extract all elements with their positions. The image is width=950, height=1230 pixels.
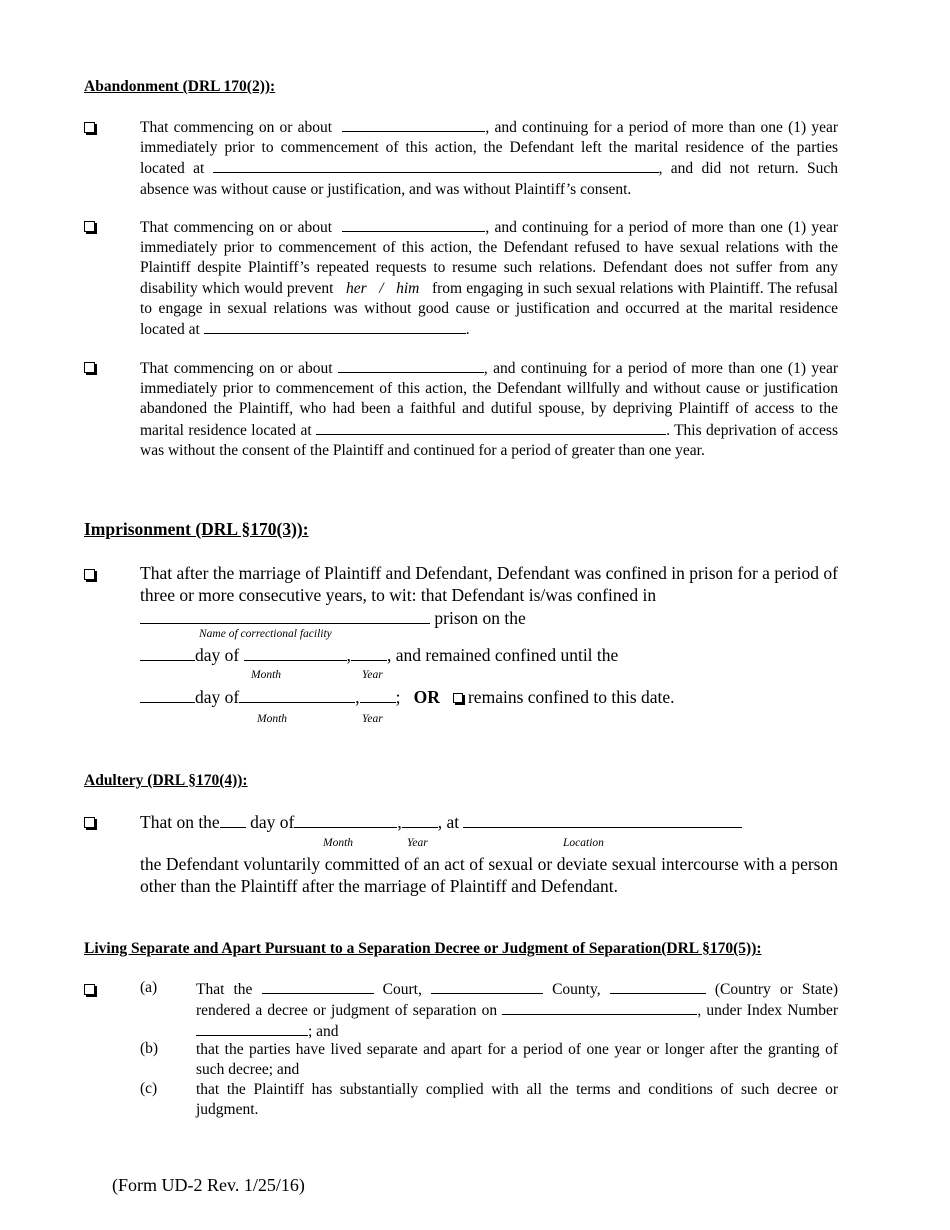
paragraph-abandonment-deprived-access: That commencing on or about , and continuing for a period of more than one (1) year immediately prior to commencement of this action, the Defendant willfully and without cause or justification abandoned the Plaintiff, who had been a faithful and dutiful spouse, by depriving Plaintiff of access to the marital residence located at . This deprivation of access was without the consent of the Plaintiff and continued for a period of greater than one year.: [140, 360, 838, 459]
checkbox-abandonment-left-residence[interactable]: [84, 122, 95, 133]
separation-item-a: That the Court, County, (Country or State) rendered a decree or judgment of separation on , under Index Number ; and: [196, 981, 839, 1041]
correctional-facility-blank[interactable]: [140, 607, 430, 624]
adultery-location-blank[interactable]: [463, 811, 742, 828]
adultery-month-blank[interactable]: [294, 811, 397, 828]
index-number-blank[interactable]: [196, 1021, 308, 1036]
checkbox-separation[interactable]: [84, 984, 95, 995]
residence-location-blank[interactable]: [316, 420, 666, 435]
decree-date-blank[interactable]: [502, 1000, 697, 1015]
paragraph-adultery: the Defendant voluntarily committed of an act of sexual or deviate sexual intercourse with a person other than the Plaintiff after the marriage of Plaintiff and Defendant.: [140, 854, 838, 896]
adultery-date-line: That on the day of , , at: [140, 811, 742, 833]
caption-month: Month: [251, 669, 282, 681]
adultery-day-blank[interactable]: [220, 811, 246, 828]
section-heading-abandonment: Abandonment (DRL 170(2)):: [84, 78, 276, 95]
end-year-blank[interactable]: [360, 686, 396, 703]
imprisonment-end-date-line: day of , ; OR remains confined to this date.: [140, 686, 675, 708]
caption-year: Year: [407, 837, 428, 849]
date-blank[interactable]: [342, 217, 485, 232]
residence-location-blank[interactable]: [213, 158, 659, 173]
start-year-blank[interactable]: [351, 644, 387, 661]
item-label-a: (a): [140, 979, 158, 996]
caption-location: Location: [563, 837, 604, 849]
paragraph-abandonment-refused-relations: That commencing on or about , and continuing for a period of more than one (1) year immediately prior to commencement of this action, the Defendant refused to have sexual relations with the Plaintiff despite Plaintiff’s repeated requests to resume such relations. Defendant does not suffer from any disability which would prevent her / him from engaging in such sexual relations with Plaintiff. The refusal to engage in sexual relations was without good cause or justification and occurred at the marital residence located at .: [140, 219, 839, 339]
checkbox-imprisonment[interactable]: [84, 569, 95, 580]
separation-item-c: that the Plaintiff has substantially complied with all the terms and conditions of such decree or judgment.: [196, 1081, 838, 1119]
section-heading-separation: Living Separate and Apart Pursuant to a Separation Decree or Judgment of Separation(DRL §170(5)):: [84, 940, 762, 957]
end-month-blank[interactable]: [239, 686, 355, 703]
date-blank[interactable]: [338, 358, 484, 373]
form-footer: (Form UD-2 Rev. 1/25/16): [112, 1175, 305, 1195]
caption-facility: Name of correctional facility: [199, 628, 332, 640]
imprisonment-start-date-line: day of , , and remained confined until the: [140, 644, 618, 666]
section-heading-adultery: Adultery (DRL §170(4)):: [84, 772, 248, 789]
checkbox-adultery[interactable]: [84, 817, 95, 828]
date-blank[interactable]: [342, 117, 485, 132]
item-label-b: (b): [140, 1040, 159, 1057]
item-label-c: (c): [140, 1080, 158, 1097]
start-day-blank[interactable]: [140, 644, 195, 661]
county-blank[interactable]: [431, 979, 543, 994]
imprisonment-facility-line: prison on the: [140, 607, 526, 629]
paragraph-abandonment-left-residence: That commencing on or about , and continuing for a period of more than one (1) year immediately prior to commencement of this action, the Defendant left the marital residence of the parties located at , and did not return. Such absence was without cause or justification, and was without Plaintiff’s consent.: [140, 119, 839, 198]
separation-item-b: that the parties have lived separate and apart for a period of one year or longer after the granting of such decree; and: [196, 1041, 838, 1079]
section-heading-imprisonment: Imprisonment (DRL §170(3)):: [84, 519, 309, 539]
caption-year: Year: [362, 713, 383, 725]
checkbox-remains-confined[interactable]: [453, 693, 463, 703]
adultery-year-blank[interactable]: [402, 811, 438, 828]
end-day-blank[interactable]: [140, 686, 195, 703]
caption-year: Year: [362, 669, 383, 681]
checkbox-abandonment-deprived-access[interactable]: [84, 362, 95, 373]
country-state-blank[interactable]: [610, 979, 706, 994]
checkbox-abandonment-refused-relations[interactable]: [84, 221, 95, 232]
caption-month: Month: [257, 713, 288, 725]
court-blank[interactable]: [262, 979, 374, 994]
paragraph-imprisonment: That after the marriage of Plaintiff and Defendant, Defendant was confined in prison for a period of three or more consecutive years, to wit: that Defendant is/was confined in: [140, 563, 838, 605]
caption-month: Month: [323, 837, 354, 849]
start-month-blank[interactable]: [244, 644, 347, 661]
residence-location-blank[interactable]: [204, 319, 466, 334]
